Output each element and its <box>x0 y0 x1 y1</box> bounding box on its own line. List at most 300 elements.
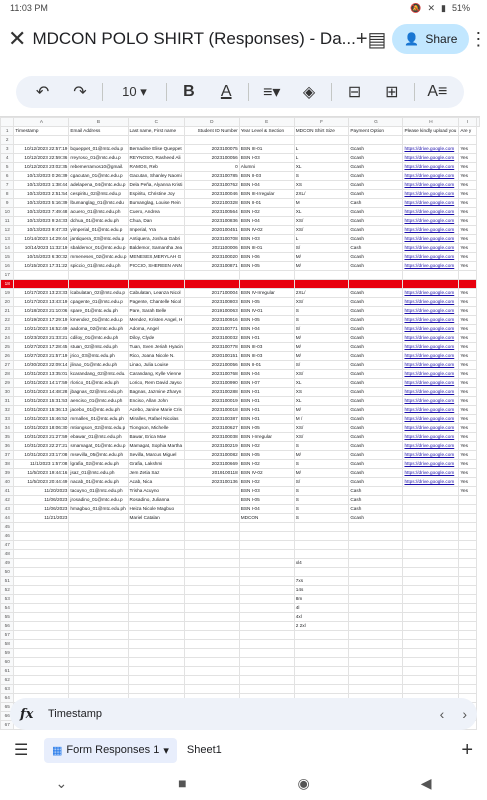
table-cell[interactable]: Yes <box>459 163 477 172</box>
font-size-select[interactable]: 10 ▾ <box>122 84 147 99</box>
table-cell[interactable] <box>403 208 459 217</box>
table-cell[interactable]: 2023100032 <box>185 334 240 343</box>
table-cell[interactable]: kcarandang_02@mtc.edu. <box>69 370 128 379</box>
row-number[interactable]: 61 <box>1 667 14 676</box>
table-cell[interactable] <box>349 622 403 631</box>
table-cell[interactable] <box>185 559 240 568</box>
column-header[interactable]: F <box>294 118 349 127</box>
table-cell[interactable] <box>349 523 403 532</box>
table-cell[interactable]: lcabulatan_02@mtc.edu.p <box>69 289 128 298</box>
table-cell[interactable]: BSN III-03 <box>239 352 294 361</box>
table-cell[interactable] <box>185 523 240 532</box>
table-cell[interactable] <box>459 514 477 523</box>
table-cell[interactable] <box>185 532 240 541</box>
drive-link[interactable]: https://drive.google.com <box>404 164 455 169</box>
table-cell[interactable] <box>459 667 477 676</box>
table-cell[interactable]: cgacutan_01@mtc.edu.p <box>69 172 128 181</box>
table-cell[interactable]: Gcash <box>349 172 403 181</box>
table-cell[interactable]: Gcash <box>349 397 403 406</box>
table-cell[interactable] <box>69 631 128 640</box>
sheet-table[interactable] <box>0 117 480 730</box>
table-cell[interactable] <box>294 280 349 289</box>
table-cell[interactable]: XS/ <box>294 424 349 433</box>
table-cell[interactable]: 10/30/2023 22:09:14 <box>14 361 69 370</box>
table-cell[interactable] <box>403 415 459 424</box>
drive-link[interactable]: https://drive.google.com <box>404 326 455 331</box>
table-cell[interactable] <box>403 667 459 676</box>
row-number[interactable]: 21 <box>1 307 14 316</box>
row-number[interactable]: 45 <box>1 523 14 532</box>
row-number[interactable]: 24 <box>1 334 14 343</box>
table-cell[interactable]: M <box>294 199 349 208</box>
table-cell[interactable]: XL <box>294 208 349 217</box>
table-cell[interactable] <box>403 568 459 577</box>
table-cell[interactable] <box>459 586 477 595</box>
table-cell[interactable] <box>239 640 294 649</box>
table-cell[interactable]: nacab_01@mtc.edu.ph <box>69 478 128 487</box>
table-cell[interactable]: jlinao_01@mtc.edu.ph <box>69 361 128 370</box>
table-cell[interactable]: rreyroso_01@mtc.edu.p <box>69 154 128 163</box>
table-cell[interactable] <box>403 496 459 505</box>
table-cell[interactable]: Gcash <box>349 208 403 217</box>
table-cell[interactable]: Yes <box>459 388 477 397</box>
table-cell[interactable]: Gcash <box>349 325 403 334</box>
table-cell[interactable]: BSN IV-02 <box>239 226 294 235</box>
table-cell[interactable] <box>403 640 459 649</box>
table-cell[interactable] <box>403 505 459 514</box>
table-cell[interactable]: 2023100669 <box>185 460 240 469</box>
table-cell[interactable]: Bagnas, Jazmine Zharyn <box>128 388 185 397</box>
table-cell[interactable] <box>14 280 69 289</box>
table-cell[interactable] <box>403 514 459 523</box>
row-number[interactable]: 35 <box>1 433 14 442</box>
table-cell[interactable] <box>403 604 459 613</box>
table-cell[interactable] <box>403 316 459 325</box>
table-cell[interactable] <box>69 136 128 145</box>
table-cell[interactable]: 2023100288 <box>185 388 240 397</box>
table-cell[interactable] <box>14 541 69 550</box>
table-cell[interactable] <box>128 658 185 667</box>
table-cell[interactable]: 2023100778 <box>185 343 240 352</box>
row-number[interactable]: 29 <box>1 379 14 388</box>
drive-link[interactable]: https://drive.google.com <box>404 452 455 457</box>
table-cell[interactable]: BSN I-04 <box>239 181 294 190</box>
table-cell[interactable] <box>128 280 185 289</box>
column-header[interactable]: G <box>349 118 403 127</box>
table-cell[interactable] <box>128 541 185 550</box>
table-cell[interactable]: kmendez_01@mtc.edu.p <box>69 316 128 325</box>
table-cell[interactable] <box>239 649 294 658</box>
table-cell[interactable]: mmeneses_02@mtc.edu.p <box>69 253 128 262</box>
table-cell[interactable]: Yes <box>459 181 477 190</box>
table-cell[interactable] <box>239 550 294 559</box>
close-icon[interactable]: ✕ <box>8 26 27 51</box>
table-cell[interactable] <box>459 622 477 631</box>
table-cell[interactable]: 2023100056 <box>185 154 240 163</box>
table-cell[interactable] <box>403 433 459 442</box>
table-cell[interactable]: BSN III-01 <box>239 145 294 154</box>
table-cell[interactable]: Cash <box>349 496 403 505</box>
table-cell[interactable] <box>294 136 349 145</box>
table-cell[interactable]: S <box>294 487 349 496</box>
table-cell[interactable] <box>459 550 477 559</box>
table-cell[interactable] <box>403 559 459 568</box>
row-number[interactable]: 26 <box>1 352 14 361</box>
table-cell[interactable]: 2023100762 <box>185 181 240 190</box>
table-cell[interactable]: S <box>294 514 349 523</box>
table-cell[interactable]: L <box>294 154 349 163</box>
table-cell[interactable]: Gacutan, Shanley Naomi <box>128 172 185 181</box>
table-cell[interactable]: 2019100063 <box>185 307 240 316</box>
row-number[interactable]: 47 <box>1 541 14 550</box>
table-cell[interactable]: Grafia, Lakshmi <box>128 460 185 469</box>
table-cell[interactable] <box>294 550 349 559</box>
drive-link[interactable]: https://drive.google.com <box>404 245 455 250</box>
row-number[interactable]: 36 <box>1 442 14 451</box>
table-cell[interactable]: Last name, First name <box>128 127 185 136</box>
row-number[interactable]: 48 <box>1 550 14 559</box>
table-cell[interactable]: mrnalles_01@mtc.edu.ph <box>69 415 128 424</box>
table-cell[interactable]: XS/ <box>294 298 349 307</box>
column-header[interactable]: E <box>239 118 294 127</box>
table-cell[interactable]: XS <box>294 388 349 397</box>
table-cell[interactable]: 10/13/2023 2:51:54 <box>14 190 69 199</box>
drive-link[interactable]: https://drive.google.com <box>404 290 455 295</box>
table-cell[interactable]: Bernadine Elise Queppet <box>128 145 185 154</box>
table-cell[interactable] <box>14 559 69 568</box>
table-cell[interactable] <box>403 334 459 343</box>
table-cell[interactable]: Gcash <box>349 217 403 226</box>
table-cell[interactable]: Gcash <box>349 181 403 190</box>
row-number[interactable]: 33 <box>1 415 14 424</box>
table-cell[interactable] <box>239 568 294 577</box>
table-cell[interactable] <box>294 676 349 685</box>
table-cell[interactable]: 2023100564 <box>185 208 240 217</box>
table-cell[interactable]: 10/23/2023 21:33:21 <box>14 334 69 343</box>
table-cell[interactable]: Cash <box>349 199 403 208</box>
table-cell[interactable]: Dela Peña, Alyanna Kristi <box>128 181 185 190</box>
table-cell[interactable] <box>185 667 240 676</box>
document-title[interactable]: MDCON POLO SHIRT (Responses) - Da... <box>32 29 356 48</box>
undo-icon[interactable]: ↶ <box>35 84 50 101</box>
row-number[interactable]: 32 <box>1 406 14 415</box>
table-cell[interactable] <box>239 595 294 604</box>
table-cell[interactable]: 10/31/2023 15:46:52 <box>14 415 69 424</box>
row-number[interactable]: 34 <box>1 424 14 433</box>
table-cell[interactable]: 10/31/2023 14:48:28 <box>14 388 69 397</box>
table-cell[interactable]: spiccio_01@mtc.edu.ph <box>69 262 128 271</box>
table-cell[interactable]: Yes <box>459 199 477 208</box>
table-cell[interactable]: cespiritu_02@mtc.edu.p <box>69 190 128 199</box>
table-cell[interactable]: 2021100006 <box>185 244 240 253</box>
table-cell[interactable]: Gcash <box>349 316 403 325</box>
table-cell[interactable] <box>349 631 403 640</box>
table-cell[interactable] <box>459 649 477 658</box>
table-cell[interactable]: Mamagat, Sophia Martha <box>128 442 185 451</box>
table-cell[interactable]: Yes <box>459 451 477 460</box>
table-cell[interactable]: Gcash <box>349 433 403 442</box>
table-cell[interactable] <box>128 631 185 640</box>
table-cell[interactable]: XL <box>294 397 349 406</box>
table-cell[interactable]: 10/21/2023 16:52:49 <box>14 325 69 334</box>
table-cell[interactable]: Yes <box>459 460 477 469</box>
table-cell[interactable] <box>349 685 403 694</box>
table-cell[interactable]: Gcash <box>349 154 403 163</box>
table-cell[interactable] <box>459 136 477 145</box>
table-cell[interactable]: BSN III-Irregular <box>239 190 294 199</box>
table-cell[interactable]: 2023100018 <box>185 406 240 415</box>
table-cell[interactable]: BSN I-07 <box>239 379 294 388</box>
row-number[interactable]: 10 <box>1 208 14 217</box>
table-cell[interactable] <box>239 136 294 145</box>
table-cell[interactable]: BSN III-03 <box>239 343 294 352</box>
table-cell[interactable]: 10/31/2023 15:36:13 <box>14 406 69 415</box>
table-cell[interactable] <box>403 478 459 487</box>
table-cell[interactable]: 10/13/2023 9:47:33 <box>14 226 69 235</box>
table-cell[interactable] <box>14 550 69 559</box>
table-cell[interactable]: Baldemor, Samantha Jea <box>128 244 185 253</box>
table-cell[interactable] <box>403 181 459 190</box>
table-cell[interactable]: BSN II-01 <box>239 361 294 370</box>
row-number[interactable]: 2 <box>1 136 14 145</box>
table-cell[interactable] <box>14 568 69 577</box>
table-cell[interactable] <box>14 532 69 541</box>
table-cell[interactable]: Alumni <box>239 163 294 172</box>
table-cell[interactable]: M/ <box>294 262 349 271</box>
row-number[interactable]: 51 <box>1 577 14 586</box>
table-cell[interactable]: XS/ <box>294 226 349 235</box>
table-cell[interactable] <box>69 532 128 541</box>
table-cell[interactable]: 14s <box>294 586 349 595</box>
table-cell[interactable]: 10/12/2023 22:59:36 <box>14 154 69 163</box>
table-cell[interactable] <box>403 424 459 433</box>
table-cell[interactable] <box>185 649 240 658</box>
table-cell[interactable]: Gcash <box>349 352 403 361</box>
table-cell[interactable] <box>349 658 403 667</box>
table-cell[interactable]: Gcash <box>349 388 403 397</box>
table-cell[interactable]: 2023100219 <box>185 442 240 451</box>
drive-link[interactable]: https://drive.google.com <box>404 344 455 349</box>
table-cell[interactable]: BSN I-02 <box>239 208 294 217</box>
drive-link[interactable]: https://drive.google.com <box>404 263 455 268</box>
column-header[interactable]: I <box>459 118 477 127</box>
drive-link[interactable]: https://drive.google.com <box>404 461 455 466</box>
table-cell[interactable] <box>239 622 294 631</box>
table-cell[interactable]: Yes <box>459 145 477 154</box>
table-cell[interactable] <box>128 685 185 694</box>
table-cell[interactable]: 10/27/2023 21:57:19 <box>14 352 69 361</box>
column-header[interactable] <box>477 118 480 127</box>
table-cell[interactable] <box>185 613 240 622</box>
table-cell[interactable]: jsaz_01@mtc.edu.ph <box>69 469 128 478</box>
table-cell[interactable]: 11/06/2023 <box>14 496 69 505</box>
table-cell[interactable]: BSN I-03 <box>239 154 294 163</box>
table-cell[interactable] <box>185 271 240 280</box>
table-cell[interactable]: Acebo, Janine Marie Cris <box>128 406 185 415</box>
table-cell[interactable]: Adoma, Angel <box>128 325 185 334</box>
table-cell[interactable]: 2022100328 <box>185 199 240 208</box>
table-cell[interactable]: BSN IV-Irregular <box>239 289 294 298</box>
table-cell[interactable]: S/ <box>294 361 349 370</box>
table-cell[interactable]: Yes <box>459 208 477 217</box>
table-cell[interactable] <box>459 559 477 568</box>
table-cell[interactable] <box>185 658 240 667</box>
row-number[interactable]: 30 <box>1 388 14 397</box>
table-cell[interactable] <box>403 550 459 559</box>
table-cell[interactable] <box>403 172 459 181</box>
row-number[interactable]: 55 <box>1 613 14 622</box>
table-cell[interactable]: Gcash <box>349 235 403 244</box>
table-cell[interactable]: Yes <box>459 469 477 478</box>
table-cell[interactable]: lbumanglag_01@mtc.edu <box>69 199 128 208</box>
row-number[interactable]: 8 <box>1 190 14 199</box>
table-cell[interactable] <box>294 271 349 280</box>
table-cell[interactable] <box>128 604 185 613</box>
table-cell[interactable]: 10/17/2023 13:23:33 <box>14 289 69 298</box>
drive-link[interactable]: https://drive.google.com <box>404 407 455 412</box>
table-cell[interactable] <box>403 361 459 370</box>
table-cell[interactable]: Sevilla, Marcus Miguel <box>128 451 185 460</box>
table-cell[interactable] <box>128 613 185 622</box>
row-number[interactable]: 43 <box>1 505 14 514</box>
table-cell[interactable]: Gcash <box>349 289 403 298</box>
table-cell[interactable]: 10/15/2023 6:30:32 <box>14 253 69 262</box>
table-cell[interactable] <box>459 496 477 505</box>
table-cell[interactable] <box>185 568 240 577</box>
table-cell[interactable]: Pare, Sarah Belle <box>128 307 185 316</box>
table-cell[interactable] <box>185 541 240 550</box>
table-cell[interactable] <box>403 451 459 460</box>
table-cell[interactable] <box>69 577 128 586</box>
drive-link[interactable]: https://drive.google.com <box>404 479 455 484</box>
table-cell[interactable]: Yes <box>459 478 477 487</box>
drive-link[interactable]: https://drive.google.com <box>404 317 455 322</box>
row-number[interactable]: 62 <box>1 676 14 685</box>
table-cell[interactable]: Gcash <box>349 460 403 469</box>
table-cell[interactable] <box>349 676 403 685</box>
bold-icon[interactable]: B <box>183 83 195 100</box>
drive-link[interactable]: https://drive.google.com <box>404 398 455 403</box>
drive-link[interactable]: https://drive.google.com <box>404 470 455 475</box>
corner-cell[interactable] <box>1 118 14 127</box>
table-cell[interactable] <box>128 523 185 532</box>
table-cell[interactable]: BSN II-03 <box>239 172 294 181</box>
table-cell[interactable]: Gcash <box>349 469 403 478</box>
table-cell[interactable]: S/ <box>294 478 349 487</box>
drive-link[interactable]: https://drive.google.com <box>404 362 455 367</box>
table-cell[interactable] <box>128 622 185 631</box>
table-cell[interactable]: 10/17/2023 13:43:19 <box>14 298 69 307</box>
table-cell[interactable]: 0 <box>185 163 240 172</box>
row-number[interactable]: 44 <box>1 514 14 523</box>
formula-bar[interactable] <box>10 698 477 730</box>
table-cell[interactable] <box>403 649 459 658</box>
table-cell[interactable]: 11/5/2023 20:44:49 <box>14 478 69 487</box>
table-cell[interactable]: Yes <box>459 343 477 352</box>
table-cell[interactable] <box>403 307 459 316</box>
table-cell[interactable] <box>403 163 459 172</box>
row-number[interactable]: 39 <box>1 469 14 478</box>
row-number[interactable]: 67 <box>1 721 14 730</box>
table-cell[interactable]: REYNOSO, Rasheed Ali <box>128 154 185 163</box>
table-cell[interactable]: 10/12/2023 22:57:19 <box>14 145 69 154</box>
table-cell[interactable]: BSN I-05 <box>239 496 294 505</box>
table-cell[interactable] <box>14 685 69 694</box>
table-cell[interactable]: 4xl <box>294 613 349 622</box>
table-cell[interactable]: Yes <box>459 442 477 451</box>
nav-down-icon[interactable]: ⌄ <box>55 774 68 791</box>
table-cell[interactable]: 10/12/2023 23:02:35 <box>14 163 69 172</box>
table-cell[interactable]: Gcash <box>349 379 403 388</box>
table-cell[interactable]: ebawar_01@mtc.edu.ph <box>69 433 128 442</box>
table-cell[interactable] <box>128 667 185 676</box>
table-cell[interactable] <box>185 280 240 289</box>
table-cell[interactable]: 2023100871 <box>185 262 240 271</box>
table-cell[interactable] <box>459 541 477 550</box>
table-cell[interactable] <box>128 532 185 541</box>
text-format-icon[interactable]: A≡ <box>427 83 448 100</box>
table-cell[interactable] <box>14 523 69 532</box>
row-number[interactable]: 17 <box>1 271 14 280</box>
row-number[interactable]: 13 <box>1 235 14 244</box>
table-cell[interactable]: S <box>294 316 349 325</box>
table-cell[interactable]: Gcash <box>349 370 403 379</box>
nav-back-icon[interactable]: ◀ <box>420 774 432 791</box>
table-cell[interactable]: XS/ <box>294 217 349 226</box>
table-cell[interactable]: 11/06/2023 <box>14 505 69 514</box>
table-cell[interactable] <box>69 280 128 289</box>
table-cell[interactable]: hmagbuo_01@mtc.edu.ph <box>69 505 128 514</box>
table-cell[interactable]: Mariel Catalan <box>128 514 185 523</box>
table-cell[interactable]: Cuero, Andrea <box>128 208 185 217</box>
row-number[interactable]: 54 <box>1 604 14 613</box>
table-cell[interactable]: Yes <box>459 253 477 262</box>
table-cell[interactable]: 11/1/2023 1:57:08 <box>14 460 69 469</box>
row-number[interactable]: 20 <box>1 298 14 307</box>
table-cell[interactable]: Yes <box>459 370 477 379</box>
table-cell[interactable] <box>294 568 349 577</box>
table-cell[interactable]: Yes <box>459 298 477 307</box>
table-cell[interactable]: Yes <box>459 415 477 424</box>
table-cell[interactable]: M/ <box>294 352 349 361</box>
table-cell[interactable]: BSN I-05 <box>239 316 294 325</box>
table-cell[interactable]: 4l <box>294 604 349 613</box>
column-header[interactable]: D <box>185 118 240 127</box>
table-cell[interactable]: 2020100451 <box>185 226 240 235</box>
row-number[interactable]: 5 <box>1 163 14 172</box>
table-cell[interactable]: XL <box>294 379 349 388</box>
column-header[interactable]: H <box>403 118 459 127</box>
table-cell[interactable] <box>128 676 185 685</box>
table-cell[interactable]: 2023100785 <box>185 172 240 181</box>
table-cell[interactable] <box>403 145 459 154</box>
table-cell[interactable]: 2XL/ <box>294 289 349 298</box>
share-button[interactable] <box>392 24 469 54</box>
table-cell[interactable] <box>403 622 459 631</box>
table-cell[interactable] <box>349 532 403 541</box>
table-cell[interactable] <box>69 568 128 577</box>
table-cell[interactable] <box>14 640 69 649</box>
drive-link[interactable]: https://drive.google.com <box>404 389 455 394</box>
drive-link[interactable]: https://drive.google.com <box>404 443 455 448</box>
table-cell[interactable] <box>403 370 459 379</box>
table-cell[interactable]: Bumanglag, Louise Rein <box>128 199 185 208</box>
row-number[interactable]: 38 <box>1 460 14 469</box>
drive-link[interactable]: https://drive.google.com <box>404 227 455 232</box>
table-cell[interactable]: Jem Zetia Saz <box>128 469 185 478</box>
table-cell[interactable]: Yes <box>459 262 477 271</box>
table-cell[interactable]: 10/31/2023 23:17:08 <box>14 451 69 460</box>
